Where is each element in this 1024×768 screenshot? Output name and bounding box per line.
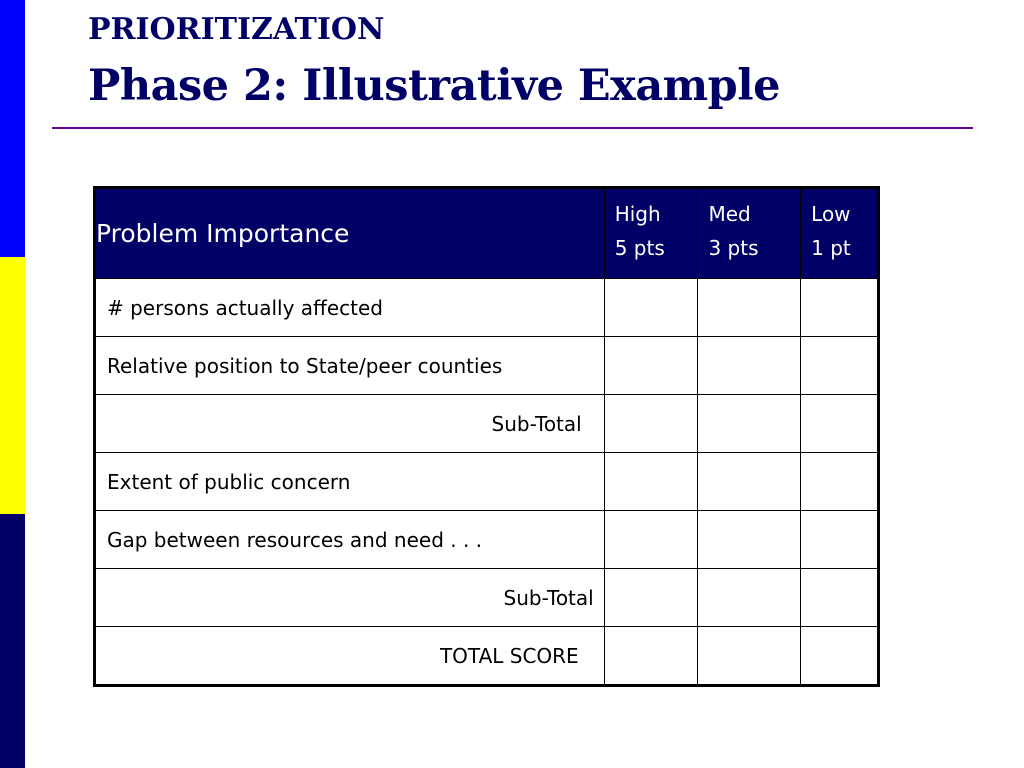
- header-low-points: 1 pt: [811, 236, 851, 260]
- header-low: [801, 188, 879, 279]
- header-med-points: 3 pts: [708, 236, 759, 260]
- cell-high: [604, 279, 698, 337]
- cell-low: [801, 279, 879, 337]
- header-med-name: Med: [708, 202, 751, 226]
- row-label-resource-gap: Gap between resources and need . . .: [95, 511, 605, 569]
- header-high: [604, 188, 698, 279]
- header-problem-importance: Problem Importance: [95, 188, 605, 279]
- cell-high: [604, 627, 698, 686]
- title-divider: [52, 127, 973, 129]
- header-low-name: Low: [811, 202, 851, 226]
- scoring-table: [93, 186, 880, 687]
- table-row: [95, 453, 879, 511]
- row-label-persons-affected: # persons actually affected: [95, 279, 605, 337]
- row-label-relative-position: Relative position to State/peer counties: [95, 337, 605, 395]
- row-label-public-concern: Extent of public concern: [95, 453, 605, 511]
- slide-kicker: PRIORITIZATION: [88, 12, 385, 47]
- row-label-total-score: TOTAL SCORE: [95, 627, 605, 686]
- cell-med: [698, 511, 801, 569]
- table-row: [95, 395, 879, 453]
- table-header-row: [95, 188, 879, 279]
- cell-med: [698, 395, 801, 453]
- cell-med: [698, 453, 801, 511]
- table-row: [95, 627, 879, 686]
- side-accent-bar-yellow: [0, 257, 25, 514]
- cell-low: [801, 627, 879, 686]
- table-row: [95, 279, 879, 337]
- side-accent-bar-blue: [0, 0, 25, 257]
- header-high-points: 5 pts: [614, 236, 665, 260]
- cell-high: [604, 395, 698, 453]
- cell-med: [698, 569, 801, 627]
- cell-low: [801, 453, 879, 511]
- header-high-name: High: [614, 202, 661, 226]
- cell-med: [698, 627, 801, 686]
- cell-low: [801, 569, 879, 627]
- cell-high: [604, 569, 698, 627]
- cell-high: [604, 337, 698, 395]
- row-label-subtotal-1: Sub-Total: [95, 395, 605, 453]
- cell-high: [604, 453, 698, 511]
- table-row: [95, 569, 879, 627]
- row-label-subtotal-2: Sub-Total: [95, 569, 605, 627]
- header-med: [698, 188, 801, 279]
- cell-med: [698, 279, 801, 337]
- slide-title: Phase 2: Illustrative Example: [88, 61, 780, 111]
- cell-low: [801, 511, 879, 569]
- table-row: [95, 337, 879, 395]
- cell-high: [604, 511, 698, 569]
- cell-low: [801, 395, 879, 453]
- side-accent-bar-navy: [0, 514, 25, 768]
- cell-low: [801, 337, 879, 395]
- table-row: [95, 511, 879, 569]
- cell-med: [698, 337, 801, 395]
